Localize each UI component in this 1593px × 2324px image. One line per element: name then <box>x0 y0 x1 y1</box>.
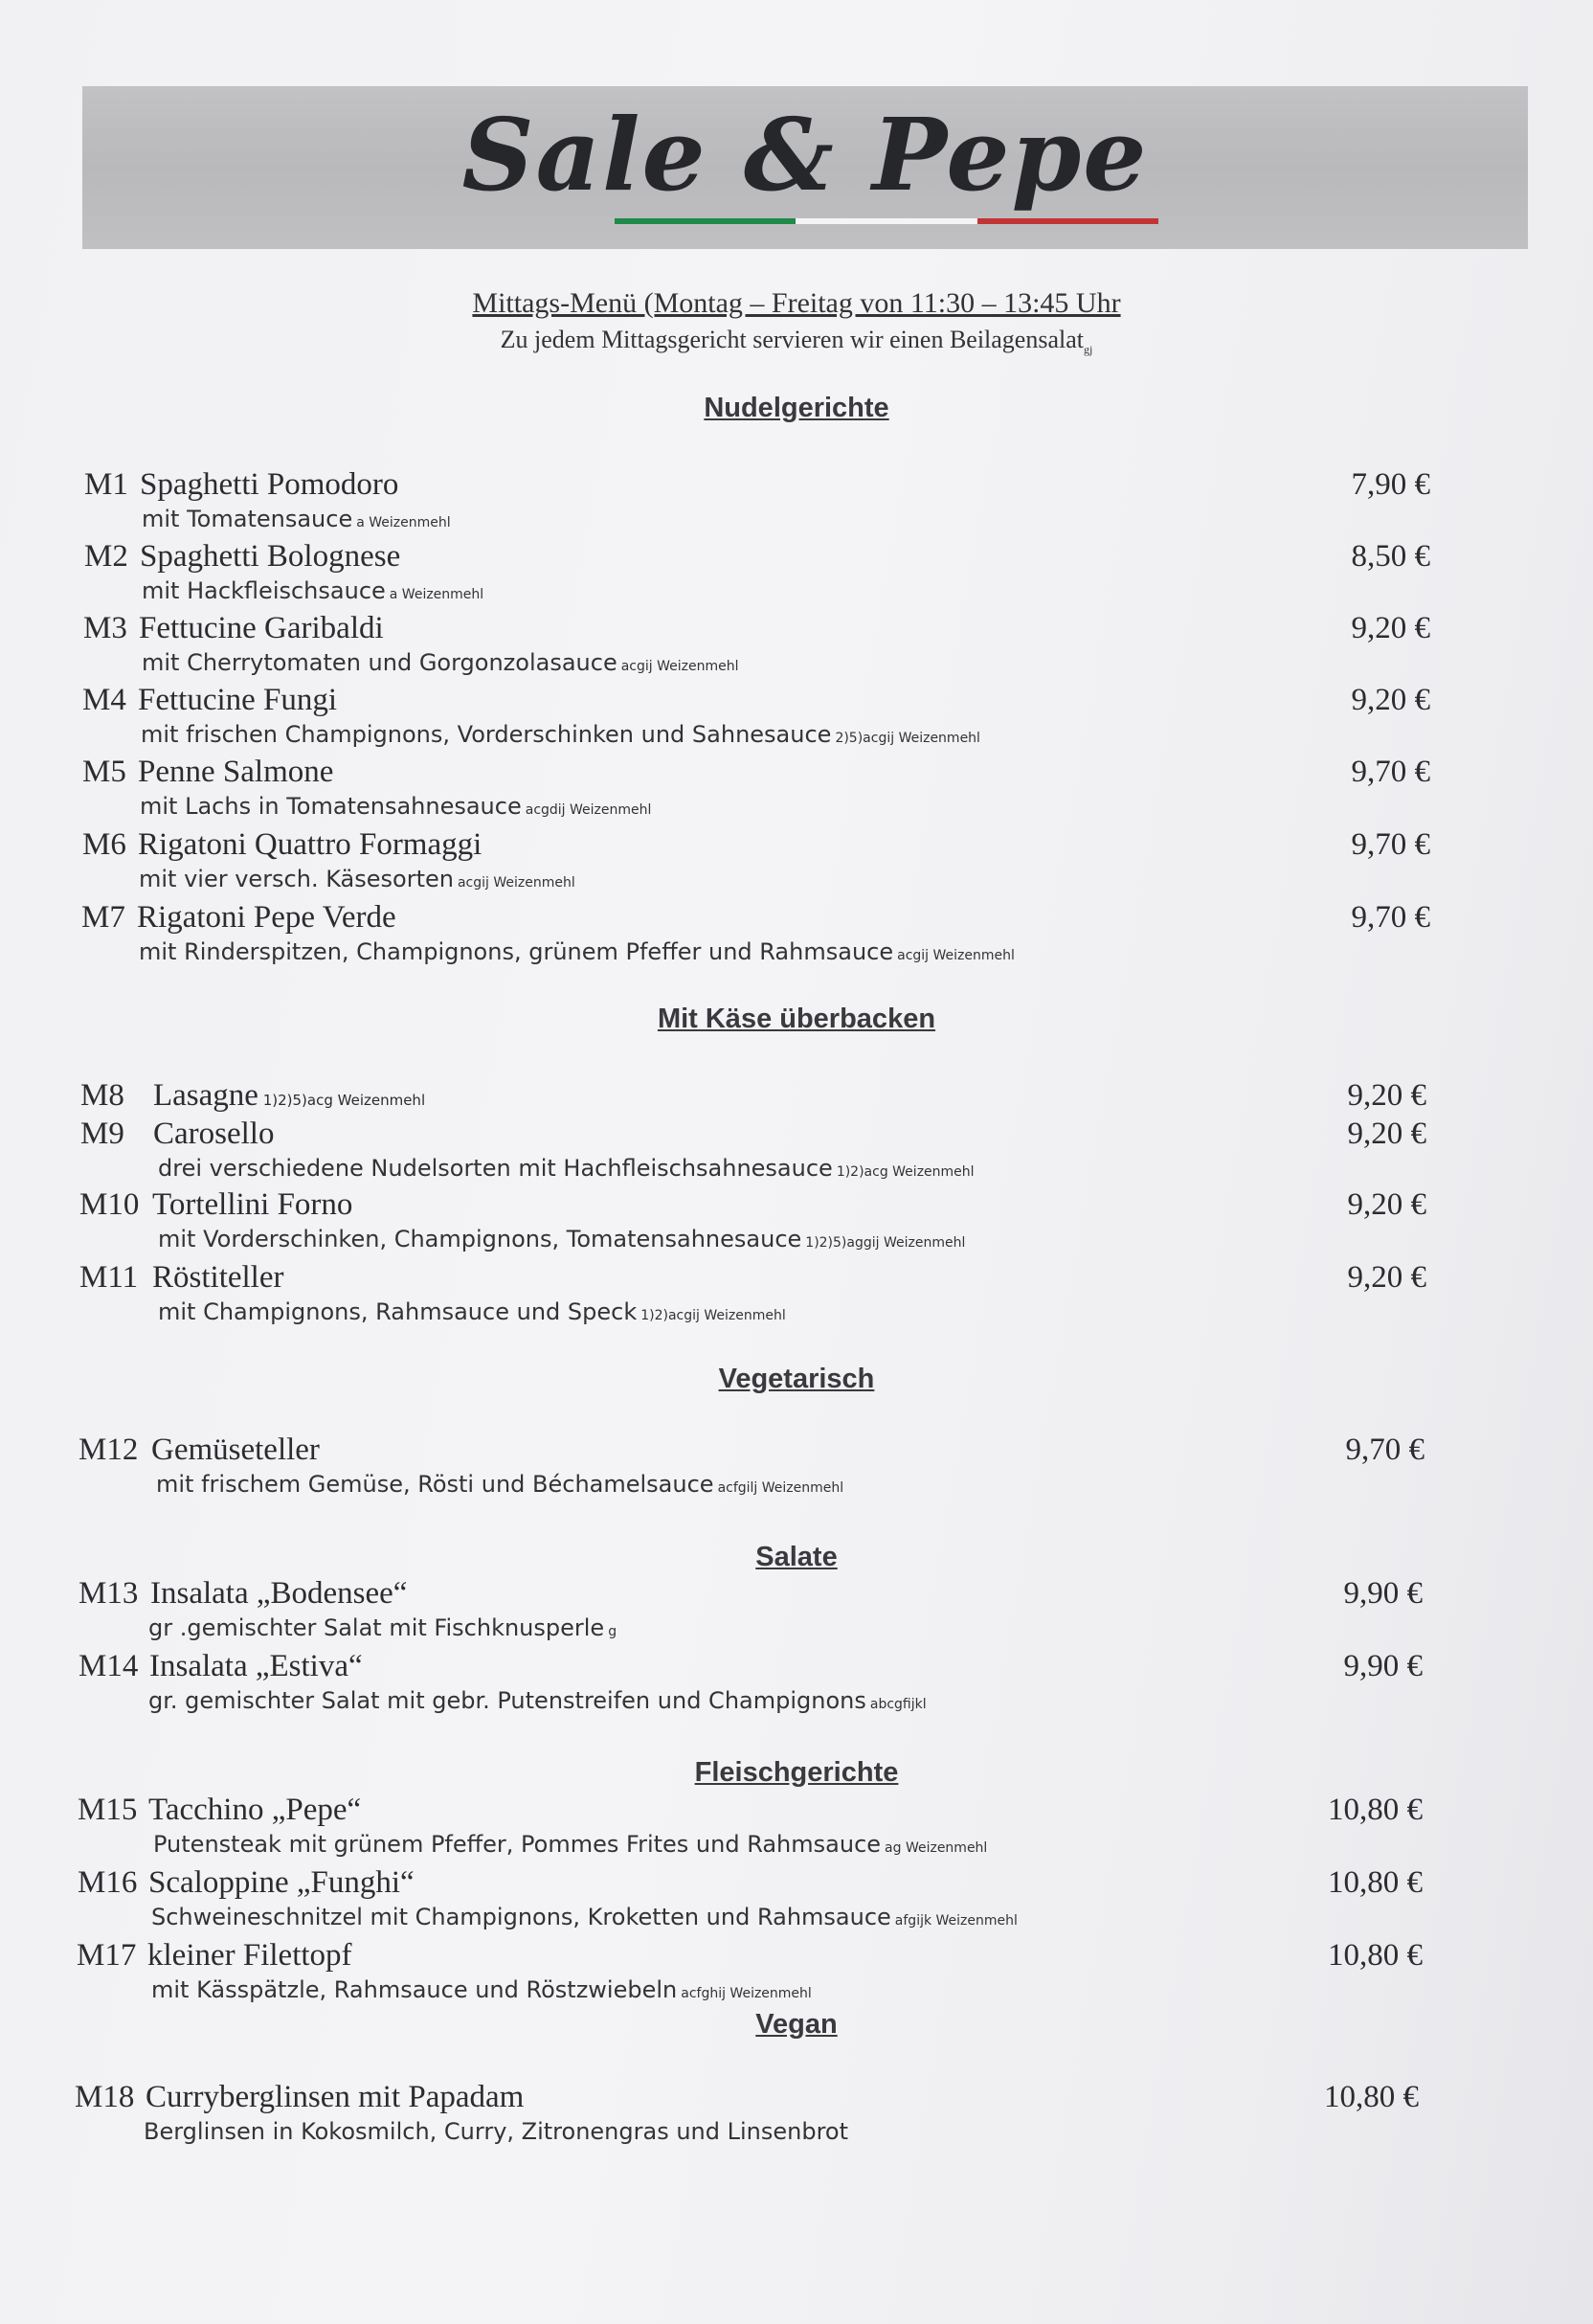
menu-item <box>0 2080 1593 2156</box>
section-heading-vegetarisch: Vegetarisch <box>718 1364 875 1394</box>
menu-item <box>0 683 1593 759</box>
item-price: 9,90 € <box>1343 1576 1423 1611</box>
item-name: Spaghetti Bolognese <box>140 539 401 574</box>
restaurant-logo: Sale & Pepe <box>461 96 1149 214</box>
item-price: 9,20 € <box>1347 1187 1426 1222</box>
menu-item <box>0 1260 1593 1337</box>
item-description: drei verschiedene Nudelsorten mit Hachfleischsahnesauce 1)2)acg Weizenmehl <box>158 1155 975 1182</box>
item-name: Curryberglinsen mit Papadam <box>146 2080 525 2114</box>
item-price: 10,80 € <box>1328 1793 1423 1827</box>
item-code: M15 <box>78 1793 138 1827</box>
italian-flag-underline <box>615 218 1158 224</box>
item-description: mit Kässpätzle, Rahmsauce und Röstzwiebeln acfghij Weizenmehl <box>151 1976 812 2003</box>
menu-item <box>0 1187 1593 1264</box>
item-code: M7 <box>81 900 125 935</box>
item-allergens: acgij Weizenmehl <box>457 875 575 891</box>
section-heading-fleischgerichte: Fleischgerichte <box>694 1757 899 1788</box>
item-price: 9,70 € <box>1351 755 1430 789</box>
item-allergens: 2)5)acgij Weizenmehl <box>835 731 980 746</box>
item-code: M12 <box>79 1433 139 1467</box>
item-name: Spaghetti Pomodoro <box>140 467 399 502</box>
item-description: gr .gemischter Salat mit Fischknusperle g <box>148 1614 617 1641</box>
item-code: M17 <box>77 1938 137 1973</box>
item-price: 8,50 € <box>1351 539 1430 574</box>
item-allergens: abcgfijkl <box>869 1697 927 1712</box>
item-name: Röstiteller <box>152 1260 284 1295</box>
menu-item <box>0 1576 1593 1653</box>
item-allergens: a Weizenmehl <box>389 587 484 602</box>
item-allergens: acgij Weizenmehl <box>620 659 739 674</box>
item-description: mit Champignons, Rahmsauce und Speck 1)2)acgij Weizenmehl <box>158 1298 786 1325</box>
item-code: M5 <box>82 755 126 789</box>
item-price: 9,90 € <box>1343 1649 1423 1683</box>
item-name: Fettucine Fungi <box>138 683 338 717</box>
item-price: 9,70 € <box>1351 827 1430 862</box>
item-description: mit Cherrytomaten und Gorgonzolasauce acgij Weizenmehl <box>142 649 739 676</box>
menu-item <box>0 1938 1593 2015</box>
menu-item <box>0 755 1593 831</box>
item-name: Scaloppine „Funghi“ <box>148 1865 415 1900</box>
item-allergens: acgij Weizenmehl <box>897 948 1015 963</box>
menu-title: Mittags-Menü (Montag – Freitag von 11:30 – 13:45 Uhr <box>472 287 1121 319</box>
item-code: M18 <box>75 2080 135 2114</box>
logo-banner <box>82 86 1528 249</box>
item-price: 10,80 € <box>1328 1865 1423 1900</box>
item-allergens: ag Weizenmehl <box>885 1840 988 1856</box>
menu-item <box>0 1793 1593 1869</box>
item-description: mit Vorderschinken, Champignons, Tomatensahnesauce 1)2)5)aggij Weizenmehl <box>158 1226 966 1252</box>
menu-item <box>0 1649 1593 1726</box>
item-code: M6 <box>82 827 126 862</box>
item-code: M16 <box>78 1865 138 1900</box>
item-price: 10,80 € <box>1328 1938 1423 1973</box>
item-code: M10 <box>79 1187 140 1222</box>
item-description: mit vier versch. Käsesorten acgij Weizenmehl <box>139 866 575 892</box>
menu-item <box>0 1117 1593 1193</box>
item-description: mit Tomatensauce a Weizenmehl <box>142 506 451 532</box>
item-description: Schweineschnitzel mit Champignons, Kroketten und Rahmsauce afgijk Weizenmehl <box>151 1904 1018 1930</box>
item-code: M8 <box>80 1078 124 1113</box>
item-price: 7,90 € <box>1351 467 1430 502</box>
item-name: Tacchino „Pepe“ <box>148 1793 362 1827</box>
item-code: M14 <box>79 1649 139 1683</box>
item-code: M3 <box>83 611 127 645</box>
item-code: M13 <box>79 1576 139 1611</box>
item-name: Fettucine Garibaldi <box>139 611 384 645</box>
item-name: Rigatoni Quattro Formaggi <box>138 827 482 862</box>
item-allergens: 1)2)5)aggij Weizenmehl <box>805 1235 966 1251</box>
menu-item <box>0 467 1593 544</box>
section-heading-vegan: Vegan <box>755 2009 838 2040</box>
section-heading-nudelgerichte: Nudelgerichte <box>704 393 889 423</box>
item-code: M11 <box>79 1260 139 1295</box>
item-description: mit Lachs in Tomatensahnesauce acgdij Weizenmehl <box>140 793 652 820</box>
item-allergens: a Weizenmehl <box>356 515 451 530</box>
item-price: 9,20 € <box>1347 1117 1426 1151</box>
item-allergens: g <box>608 1624 617 1639</box>
item-allergens: acgdij Weizenmehl <box>525 802 652 818</box>
item-price: 9,20 € <box>1347 1260 1426 1295</box>
item-allergens: 1)2)5)acg Weizenmehl <box>258 1092 426 1109</box>
menu-item <box>0 539 1593 616</box>
item-price: 9,20 € <box>1351 611 1430 645</box>
item-price: 9,20 € <box>1347 1078 1426 1113</box>
menu-item <box>0 1865 1593 1942</box>
item-name: Insalata „Bodensee“ <box>150 1576 408 1611</box>
item-price: 10,80 € <box>1324 2080 1419 2114</box>
item-name: Rigatoni Pepe Verde <box>137 900 396 935</box>
menu-item <box>0 611 1593 688</box>
item-name: Lasagne 1)2)5)acg Weizenmehl <box>153 1078 426 1113</box>
item-name: Tortellini Forno <box>152 1187 353 1222</box>
item-price: 9,70 € <box>1345 1433 1425 1467</box>
menu-item <box>0 900 1593 977</box>
section-heading-salate: Salate <box>755 1542 838 1572</box>
item-allergens: 1)2)acgij Weizenmehl <box>640 1308 786 1323</box>
item-code: M2 <box>84 539 128 574</box>
item-code: M4 <box>82 683 126 717</box>
item-name: kleiner Filettopf <box>147 1938 352 1973</box>
item-name: Gemüseteller <box>151 1433 320 1467</box>
item-name: Carosello <box>153 1117 275 1151</box>
item-description: mit frischen Champignons, Vorderschinken und Sahnesauce 2)5)acgij Weizenmehl <box>141 721 980 748</box>
item-description: gr. gemischter Salat mit gebr. Putenstreifen und Champignons abcgfijkl <box>148 1687 927 1714</box>
item-description: mit frischem Gemüse, Rösti und Béchamelsauce acfgilj Weizenmehl <box>156 1471 844 1498</box>
item-description: mit Rinderspitzen, Champignons, grünem Pfeffer und Rahmsauce acgij Weizenmehl <box>139 938 1015 965</box>
menu-item <box>0 827 1593 904</box>
item-price: 9,70 € <box>1351 900 1430 935</box>
item-allergens: acfghij Weizenmehl <box>681 1986 812 2001</box>
item-allergens: 1)2)acg Weizenmehl <box>836 1164 975 1180</box>
item-allergens: afgijk Weizenmehl <box>894 1913 1018 1929</box>
item-allergens: acfgilj Weizenmehl <box>717 1480 844 1496</box>
item-name: Penne Salmone <box>138 755 334 789</box>
item-price: 9,20 € <box>1351 683 1430 717</box>
item-code: M9 <box>80 1117 124 1151</box>
section-heading-kaese: Mit Käse überbacken <box>657 1004 936 1034</box>
item-name: Insalata „Estiva“ <box>149 1649 363 1683</box>
item-description: mit Hackfleischsauce a Weizenmehl <box>142 577 484 604</box>
menu-item <box>0 1433 1593 1509</box>
item-description: Putensteak mit grünem Pfeffer, Pommes Frites und Rahmsauce ag Weizenmehl <box>153 1831 988 1858</box>
item-code: M1 <box>84 467 128 502</box>
menu-subtitle: Zu jedem Mittagsgericht servieren wir einen Beilagensalat$_{gj}$ <box>500 326 1093 357</box>
item-description: Berglinsen in Kokosmilch, Curry, Zitronengras und Linsenbrot <box>144 2118 849 2145</box>
